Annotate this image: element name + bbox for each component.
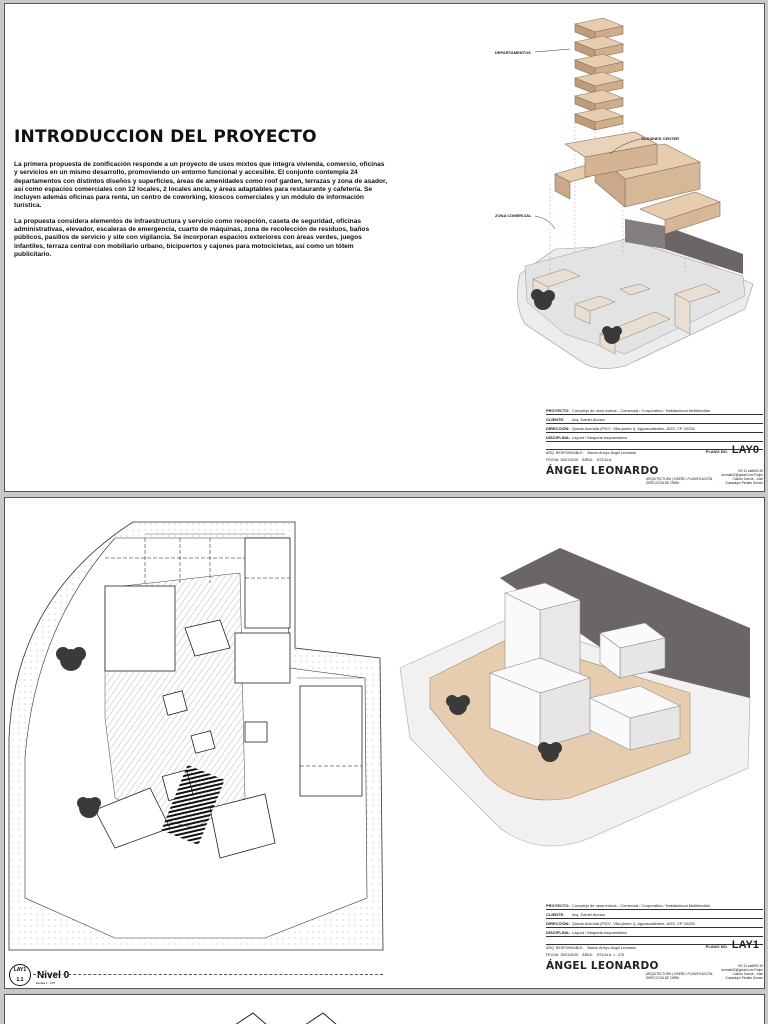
tb-services: ARQUITECTURA | DISEÑO, PLANIFICACIÓN, DIRECCIÓN DE OBRA — [646, 972, 713, 980]
tb-contact: +52 11 aa5693 45 acrmab02@gmail.com Felipe Calixco García - José Guadalupe Peralta Gómez — [721, 964, 763, 980]
tb-value: Quinta Avenida (P307, Villa jardín I), Aguascalientes, AGS. CP 20235 — [572, 920, 695, 926]
label-zona-comercial: ZONA COMERCIAL — [495, 213, 532, 218]
tb-value: Layout / Maqueta esquemática — [572, 929, 627, 935]
tb-label: DISCIPLINA: — [546, 434, 570, 440]
tb-label: CLIENTE: — [546, 416, 565, 422]
intro-paragraph-2: La propuesta considera elementos de infraestructura y servicio como recepción, caseta de seguridad, oficinas administrativas, elevador, escaleras de emergencia, cuarto de máquinas, zona de recolección de residuos, baños públicos, pasillos de servicio y site con vigilancia. Se incorporan espacios exteriores con áreas verdes, juegos infantiles, terraza central con mobiliario urbano, bicipuertos y cajones para motocicletas, así como un tótem publicitario. — [14, 217, 370, 258]
tb-responsable-value: Barrón Arroyo Ángel Leonardo — [587, 451, 637, 455]
tb-value: Complejo de usos mixtos - Comercial / Corporativo / Habitacional Multifamiliar — [572, 407, 711, 413]
level-scale: Escala 1 : 275 — [36, 981, 56, 985]
title-block — [546, 406, 763, 485]
level-marker — [9, 964, 69, 986]
level-sub: 1.1 — [16, 977, 24, 983]
tb-fecha: FECHA: 15/01/2025 — [546, 458, 579, 462]
tb-fecha: FECHA: 15/01/2025 — [546, 953, 579, 957]
level-line — [33, 974, 383, 975]
tb-responsable: ARQ. RESPONSABLE: — [546, 946, 584, 950]
level-code: LAY1 — [13, 967, 27, 973]
tb-value: Layout / Maqueta esquemática — [572, 434, 627, 440]
tb-services: ARQUITECTURA | DISEÑO, PLANIFICACIÓN, DIRECCIÓN DE OBRA — [646, 477, 713, 485]
tb-label: DIRECCIÓN: — [546, 425, 570, 431]
axonometric-view — [390, 538, 760, 868]
tb-escala: ESCALA: — [596, 458, 613, 462]
level-name: Nivel 0 — [37, 969, 70, 981]
exploded-axonometric — [425, 4, 765, 399]
site-plan — [5, 498, 385, 968]
tb-plano-label: PLANO NO. — [705, 449, 728, 454]
tb-plano-label: PLANO NO. — [705, 944, 728, 949]
label-departamentos: DEPARTAMENTOS — [495, 50, 531, 55]
title-block — [546, 901, 763, 980]
level-bubble — [9, 964, 31, 986]
sheet3-preview — [5, 995, 765, 1024]
sheet-nivel-0 — [4, 497, 765, 989]
sheet-intro — [4, 3, 765, 492]
tb-label: PROYECTO: — [546, 407, 570, 413]
label-business-center: BUSSINES CENTER — [641, 136, 680, 141]
tb-escala: ESCALA: 1 : 275 — [596, 953, 625, 957]
tb-plano-number: LAY1 — [731, 939, 759, 951]
tb-value: Arq. Daniel Alonso — [572, 911, 605, 917]
author-name: ÁNGEL LEONARDO — [546, 960, 659, 972]
tb-label: CLIENTE: — [546, 911, 565, 917]
sheet-next — [4, 994, 765, 1024]
tb-value: Quinta Avenida (P307, Villa jardín I), Aguascalientes, AGS. CP 20235 — [572, 425, 695, 431]
tb-label: DIRECCIÓN: — [546, 920, 570, 926]
intro-paragraph-1: La primera propuesta de zonificación responde a un proyecto de usos mixtos que integra vivienda, comercio, oficinas y servicios en un mismo desarrollo, promoviendo un entorno funcional y accesible. El conjunto contempla 24 departamentos con distintos diseños y superficies, áreas de amenidades como roof garden, terrazas y zona de asador, así como espacios comerciales con 12 locales, 2 locales ancla, y áreas adaptables para restaurante y cafetería. Se incluyen además oficinas para renta, un centro de coworking, kioscos comerciales y un módulo de información turística. — [14, 161, 388, 210]
tb-responsable-value: Barrón Arroyo Ángel Leonardo — [587, 946, 637, 950]
author-name: ÁNGEL LEONARDO — [546, 465, 659, 477]
intro-block — [14, 127, 389, 266]
tb-area: ÁREA: — [582, 953, 593, 957]
tb-responsable: ARQ. RESPONSABLE: — [546, 451, 584, 455]
tb-label: DISCIPLINA: — [546, 929, 570, 935]
page-title: INTRODUCCION DEL PROYECTO — [14, 127, 317, 147]
tb-value: Complejo de usos mixtos - Comercial / Corporativo / Habitacional Multifamiliar — [572, 902, 711, 908]
tb-area: ÁREA: — [582, 458, 593, 462]
tb-value: Arq. Daniel Alonso — [572, 416, 605, 422]
tb-plano-number: LAY0 — [731, 444, 759, 456]
tb-label: PROYECTO: — [546, 902, 570, 908]
tb-contact: +52 11 aa5693 45 acrmab02@gmail.com Felipe Calixco García - José Guadalupe Peralta Gómez — [721, 469, 763, 485]
